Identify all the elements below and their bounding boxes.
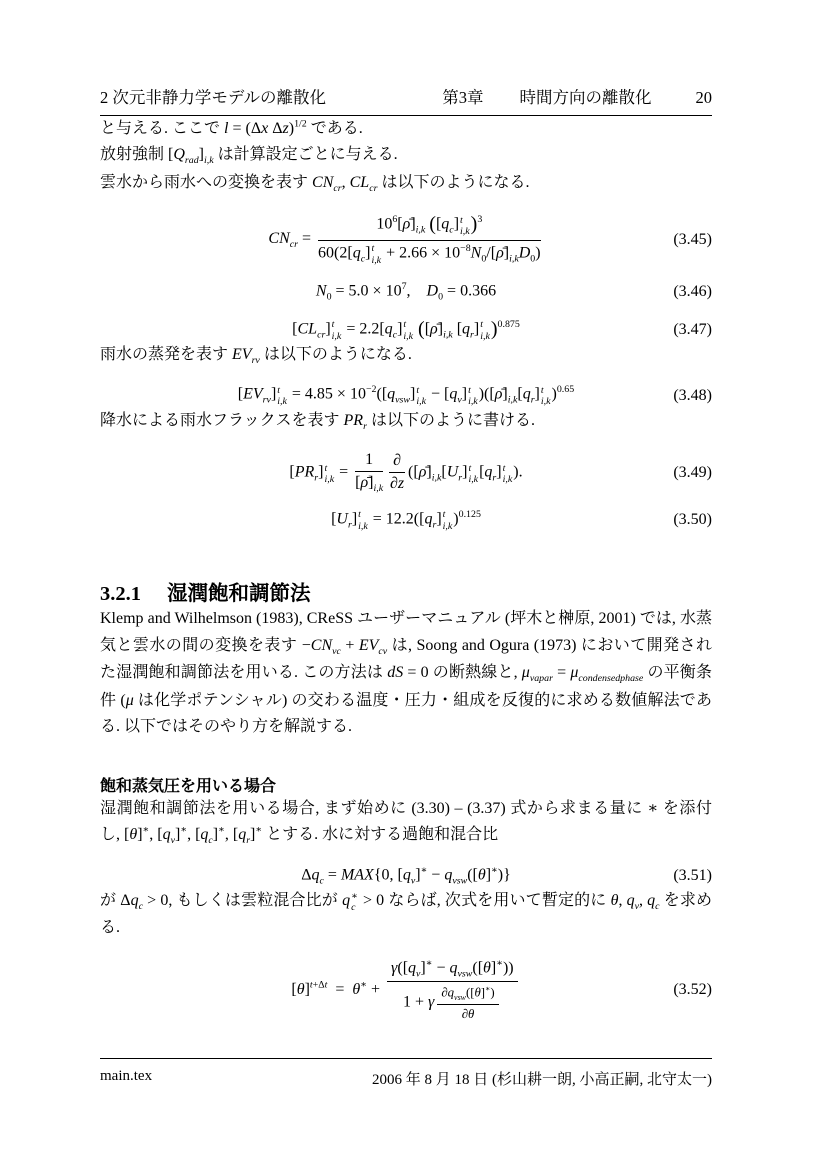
equation-number: (3.48) [673,386,712,404]
equation-body: $[CL_{cr}]$ t i,k = $2.2[q_c]$ t i,k ($[\rhō]_{i,k}$ $[q_r]$ t i,k )$^{0.875}$ [292,317,520,342]
equation-3-49 [100,451,712,494]
equation-body: $[U_r]$ t i,k = $12.2([q_r]$ t i,k )$^{0.125}$ [331,508,481,532]
text-column [100,0,713,1088]
equation-number: (3.50) [673,511,712,529]
page-footer [100,1058,712,1089]
equation-body: $\Delta q_c = MAX\{0$, $[q_v]^∗ - q_{vsw}([\theta]^∗)$} [301,864,511,887]
equation-3-47 [100,318,712,342]
equation-number: (3.49) [673,463,712,481]
equation-number: (3.52) [673,980,712,998]
paragraph-conversion: 雲水から雨水への変換を表す $CN_{cr}$, $CL_{cr}$ は以下のようになる. [100,173,530,195]
paragraph-evaporation: 雨水の蒸発を表す $EV_{rv}$ は以下のようになる. [100,346,412,367]
equation-number: (3.51) [673,866,712,884]
subsection-heading: 飽和蒸気圧を用いる場合 [100,777,277,795]
section-heading [100,576,712,606]
equation-body: $[PR_r]$ t i,k = $\frac{1}{[\rhō]_{i,k}}$ ∂ ∂z ($[\rhō]_{i,k}[U_r]$ t i,k $[q_r]$ t i,k ). [289,451,523,495]
section-title: 湿潤飽和調節法 [167,582,311,606]
equation-number: (3.45) [673,230,712,248]
header-section-title: 2 次元非静力学モデルの離散化 [100,88,327,107]
equation-3-48 [100,384,712,408]
equation-body: $[EV_{rv}]$ t i,k = $4.85 \times 10^{-2}([q_{vsw}]$ t i,k − $[q_v]$ t i,k )($[\rhō]_{i,k}[q_r]$ t i,k )$^{0.65}$ [237,384,575,407]
equation-body: $N_0 = 5.0 \times 10^7$, $D_0 = 0.366$ [315,281,497,303]
section-number: 3.2.1 [100,583,141,606]
equation-number: (3.46) [673,282,712,300]
header-chapter-label: 第3章 [442,88,484,107]
equation-3-50 [100,508,712,532]
equation-3-45 [100,213,712,265]
paragraph-delta-qc: が $\Delta q_c > 0$, もしくは雲粒混合比が q ∗ c > 0 ならば, 次式を用いて暫定的に θ, $q_v$, $q_c$ を求める. [100,890,713,937]
paragraph-intro: と与える. ここで l = (Δx Δz)$^{1/2}$ である. [100,118,363,137]
equation-body: $[\theta]^{t+\Delta t} = \theta^∗$ + $\gamma([q_v]^∗ - q_{vsw}([\theta]^∗))$ 1 + γ $\partial q_{vsw}([\theta]^∗)$ ∂θ [291,958,520,1022]
equation-body: $CN_{cr}$ = $10^6[\rhō]_{i,k}$ ($[q_c]$ t i,k )$^3$ $60(2[q_c]$ t i,k + $2.66 \times 10^{-8}N_0/[\rhō]_{i,k}D_0$) [268,213,541,266]
header-page-number: 20 [695,88,712,107]
header-chapter-title: 時間方向の離散化 [519,88,652,107]
equation-number: (3.47) [673,321,712,339]
footer-date-authors: 2006 年 8 月 18 日 (杉山耕一朗, 小高正嗣, 北守太一) [372,1072,712,1088]
paragraph-radiation: 放射強制 $[Q_{rad}]_{i,k}$ は計算設定ごとに与える. [100,146,398,167]
footer-filename: main.tex [100,1068,153,1084]
equation-3-52 [100,958,712,1022]
page-header [100,84,712,116]
paragraph-klemp: Klemp and Wilhelmson (1983), CReSS ユーザーマニュアル (坪木と榊原, 2001) では, 水蒸気と雲水の間の変換を表す $-CN_{vc} + EV_{cv}$ は, Soong and Ogura (1973) において開発された湿潤飽和調節法を用いる. この方法は dS = 0 の断熱線と, $\mu_{vapar} = \mu_{condensedphase}$ の平衡条件 (μ は化学ポテンシャル) の交わる温度・圧力・組成を反復的に求める数値解法である. 以下ではそのやり方を解説する. [100,610,712,736]
equation-3-46 [100,280,712,304]
paragraph-saturation: 湿潤飽和調節法を用いる場合, まず始めに (3.30) – (3.37) 式から求まる量に ∗ を添付し, [θ]∗, $[q_v]^∗$, $[q_c]^∗$, $[q_r]^∗$ とする. 水に対する過飽和混合比 [100,799,712,847]
equation-3-51 [100,864,712,888]
paragraph-precipitation: 降水による雨水フラックスを表す $PR_r$ は以下のように書ける. [100,411,535,432]
